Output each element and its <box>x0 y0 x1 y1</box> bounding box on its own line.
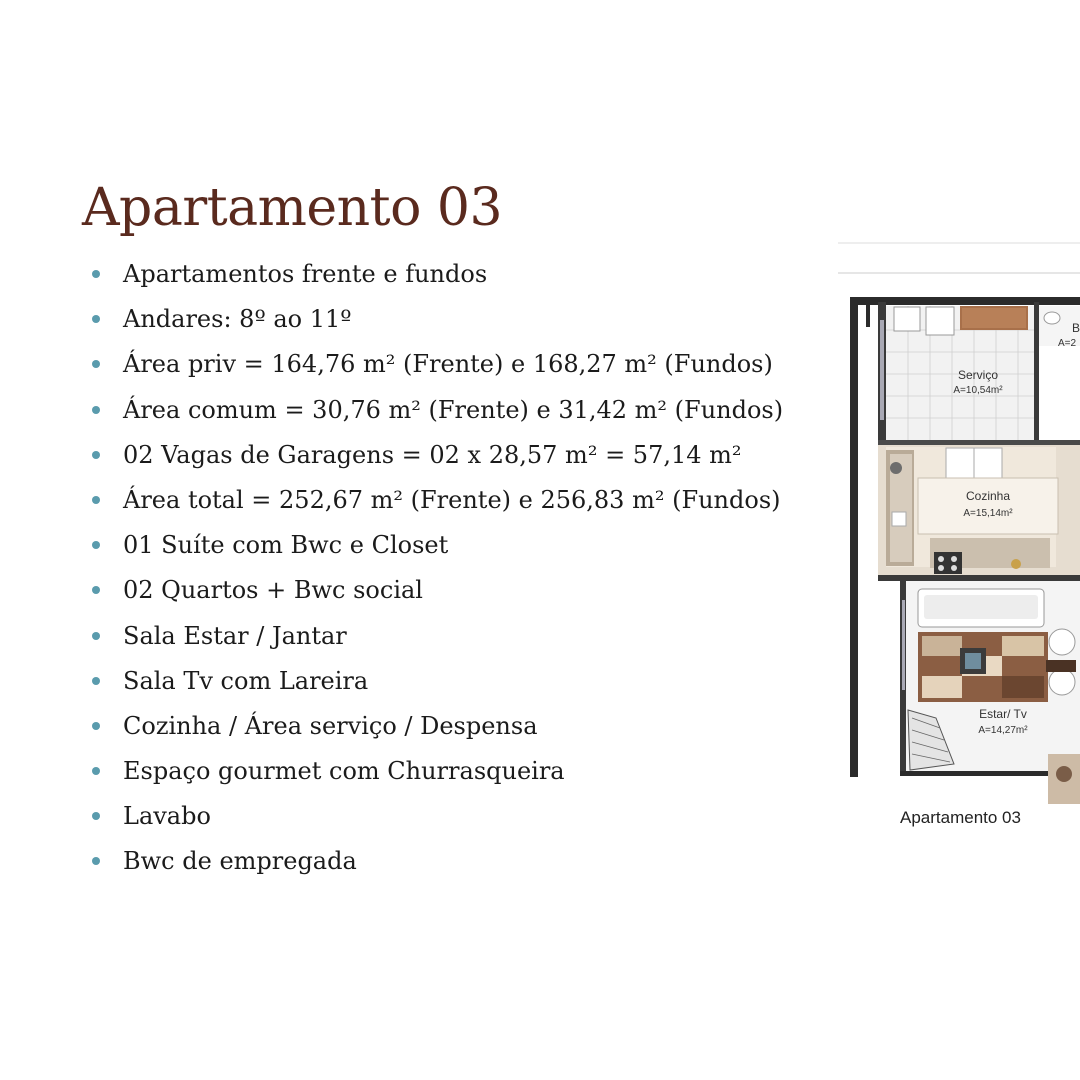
feature-text: Sala Tv com Lareira <box>123 666 369 695</box>
list-item <box>90 794 783 839</box>
bullet-icon <box>92 677 100 685</box>
bullet-icon <box>92 722 100 730</box>
feature-text: 02 Vagas de Garagens = 02 x 28,57 m² = 57,14 m² <box>123 440 742 469</box>
room-name-bwc: B <box>1072 321 1080 335</box>
floor-plan-image <box>838 240 1080 815</box>
list-item <box>90 433 783 478</box>
room-name-estar-tv: Estar/ Tv <box>979 707 1027 721</box>
room-area-bwc: A=2 <box>1058 338 1077 349</box>
feature-text: Área comum = 30,76 m² (Frente) e 31,42 m² (Fundos) <box>123 395 784 424</box>
room-area-servico: A=10,54m² <box>953 385 1003 396</box>
list-item <box>90 523 783 568</box>
list-item <box>90 704 783 749</box>
list-item <box>90 388 783 433</box>
bullet-icon <box>92 360 100 368</box>
list-item <box>90 342 783 387</box>
list-item <box>90 749 783 794</box>
list-item <box>90 839 783 884</box>
bullet-icon <box>92 496 100 504</box>
list-item <box>90 659 783 704</box>
feature-text: Sala Estar / Jantar <box>123 621 347 650</box>
room-name-servico: Serviço <box>957 368 999 382</box>
feature-text: Apartamentos frente e fundos <box>123 260 488 288</box>
room-area-cozinha: A=15,14m² <box>963 508 1013 519</box>
page-title: Apartamento 03 <box>82 178 503 238</box>
room-name-cozinha: Cozinha <box>965 489 1011 503</box>
feature-text: Bwc de empregada <box>123 847 357 876</box>
feature-text: 02 Quartos + Bwc social <box>123 576 423 605</box>
bullet-icon <box>92 632 100 640</box>
feature-text: Área priv = 164,76 m² (Frente) e 168,27 m² (Fundos) <box>123 350 773 379</box>
floor-plan-caption: Apartamento 03 <box>900 808 1021 827</box>
bullet-icon <box>92 315 100 323</box>
bullet-icon <box>92 586 100 594</box>
feature-text: Cozinha / Área serviço / Despensa <box>123 711 538 740</box>
feature-text: Lavabo <box>123 802 211 831</box>
list-item <box>90 478 783 523</box>
bullet-icon <box>92 406 100 414</box>
bullet-icon <box>92 857 100 865</box>
feature-text: Andares: 8º ao 11º <box>123 305 352 334</box>
feature-text: Área total = 252,67 m² (Frente) e 256,83 m² (Fundos) <box>123 485 781 514</box>
feature-text: 01 Suíte com Bwc e Closet <box>123 531 449 560</box>
list-item <box>90 297 783 342</box>
list-item <box>90 568 783 613</box>
bullet-icon <box>92 451 100 459</box>
feature-text: Espaço gourmet com Churrasqueira <box>123 757 565 786</box>
feature-list <box>90 252 783 885</box>
list-item <box>90 252 783 297</box>
bullet-icon <box>92 767 100 775</box>
bullet-icon <box>92 270 100 278</box>
bullet-icon <box>92 541 100 549</box>
bullet-icon <box>92 812 100 820</box>
list-item <box>90 614 783 659</box>
room-area-estar-tv: A=14,27m² <box>978 725 1028 736</box>
